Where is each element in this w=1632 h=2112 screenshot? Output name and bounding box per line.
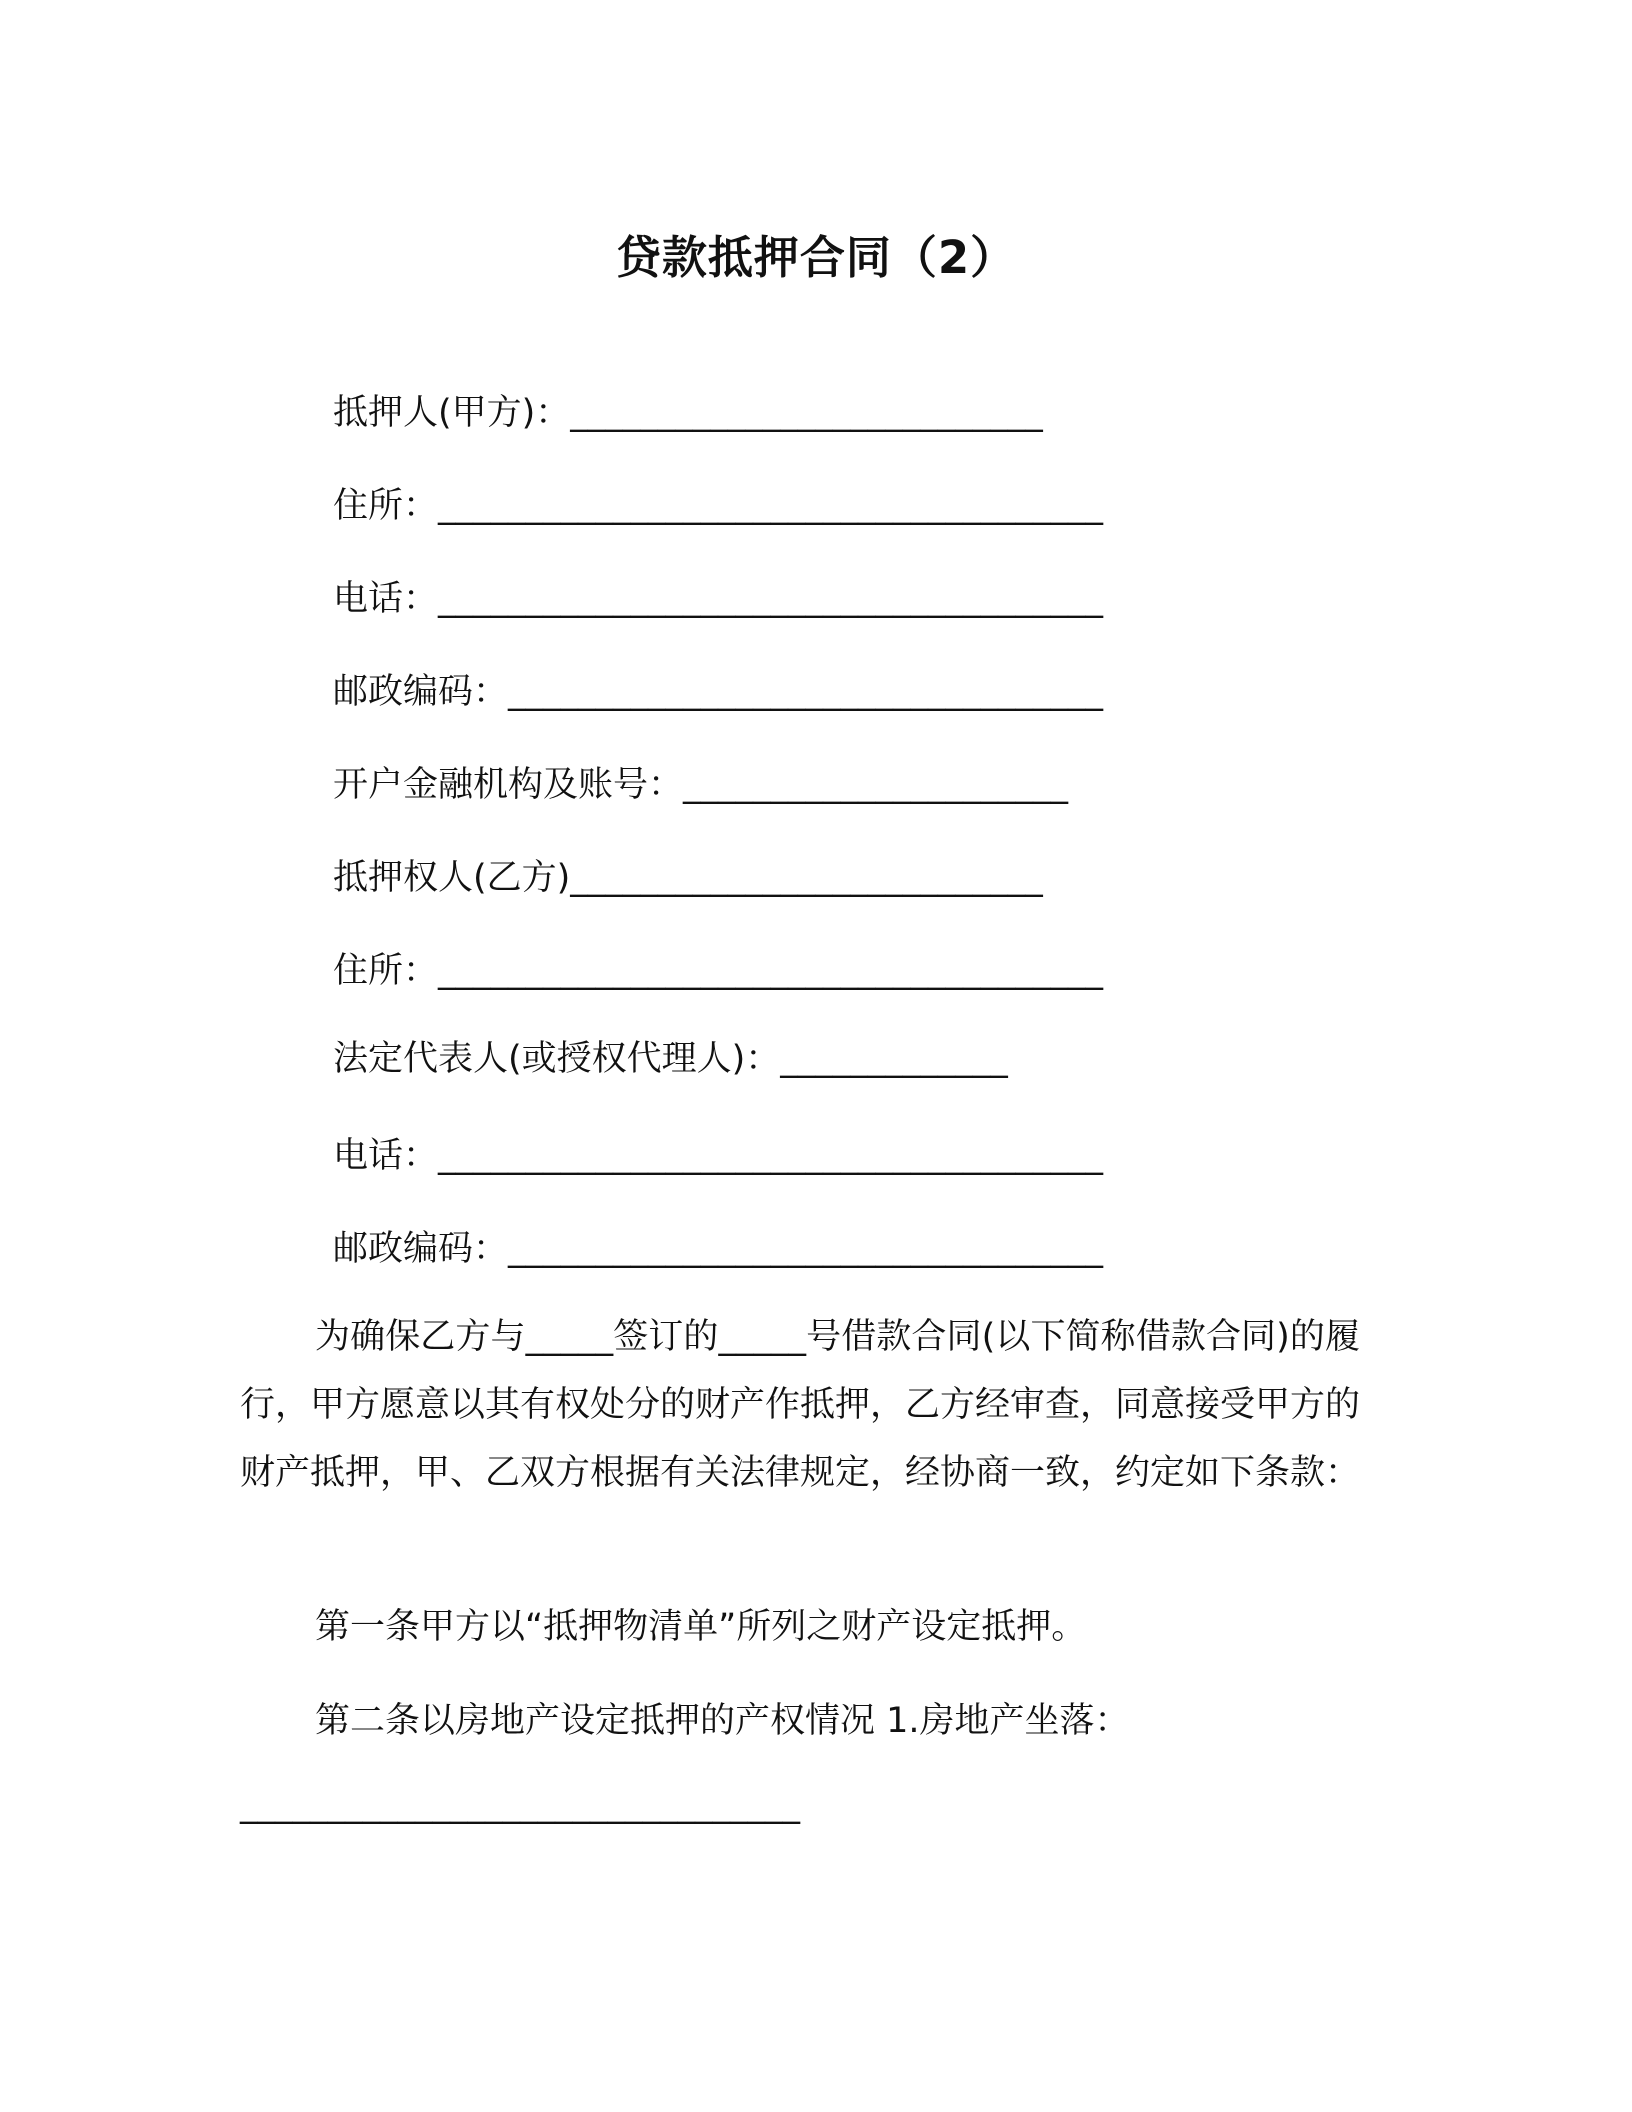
mortgagor-phone-field: 电话：______________________________________: [333, 579, 1104, 619]
clause-1: 第一条甲方以“抵押物清单”所列之财产设定抵押。: [315, 1607, 1087, 1647]
mortgagee-address-field: 住所：______________________________________: [333, 951, 1104, 991]
mortgagee-postcode-field: 邮政编码：__________________________________: [333, 1229, 1104, 1269]
document-title: 贷款抵押合同（2）: [615, 231, 1017, 284]
mortgagor-postcode-field: 邮政编码：__________________________________: [333, 672, 1104, 712]
legal-representative-field: 法定代表人(或授权代理人)：_____________: [333, 1039, 1008, 1079]
mortgagor-field: 抵押人(甲方)：___________________________: [333, 393, 1043, 433]
address-blank-line: ________________________________: [240, 1785, 800, 1825]
mortgagee-phone-field: 电话：______________________________________: [333, 1136, 1104, 1176]
preamble-paragraph: 为确保乙方与_____签订的_____号借款合同(以下简称借款合同)的履行，甲方愿意以其有权处分的财产作抵押，乙方经审查，同意接受甲方的财产抵押，甲、乙双方根据有关法律规定，经协商一致，约定如下条款：: [240, 1317, 1361, 1493]
mortgagee-field: 抵押权人(乙方)___________________________: [333, 858, 1043, 898]
clause-2: 第二条以房地产设定抵押的产权情况 1.房地产坐落：: [315, 1701, 1130, 1741]
mortgagor-bank-account-field: 开户金融机构及账号：______________________: [333, 765, 1069, 805]
mortgagor-address-field: 住所：______________________________________: [333, 486, 1104, 526]
